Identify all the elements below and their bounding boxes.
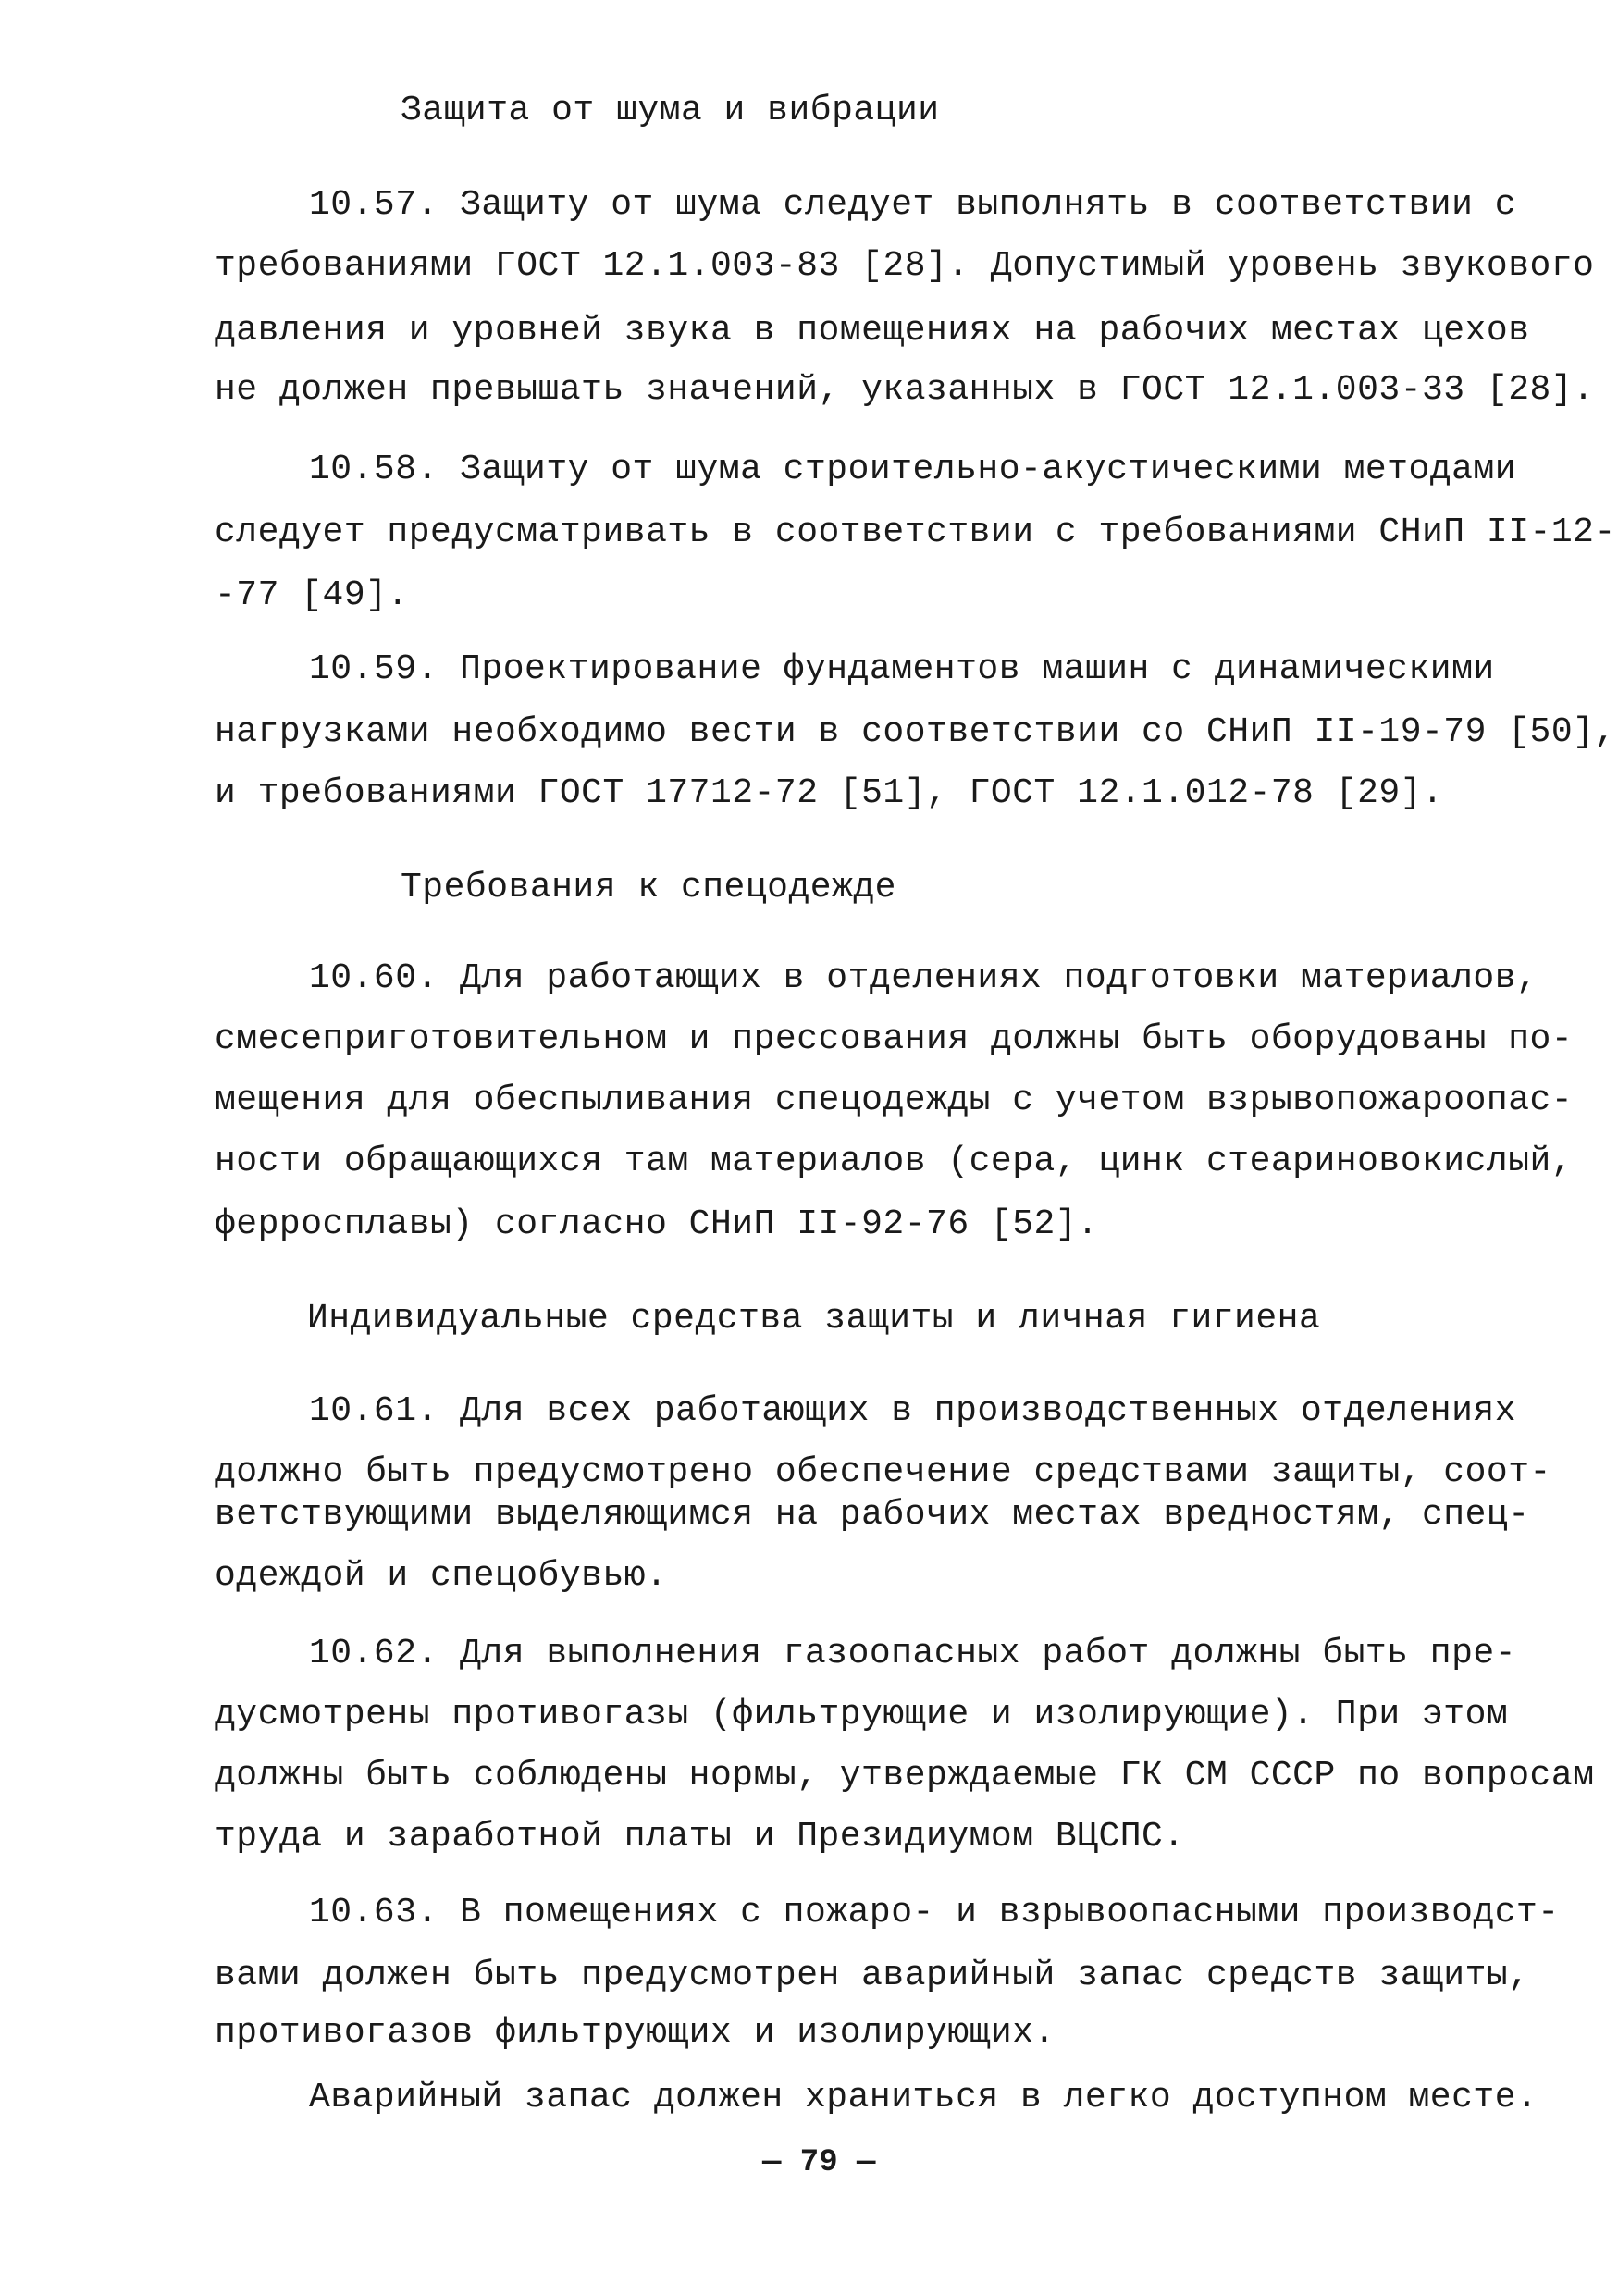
paragraph-10-58-line-3: -77 [49]. [215,575,409,615]
paragraph-10-61-line-2: должно быть предусмотрено обеспечение средствами защиты, соот- [215,1452,1551,1492]
paragraph-10-62-line-2: дусмотрены противогазы (фильтрующие и изолирующие). При этом [215,1695,1509,1734]
paragraph-10-63-line-2: вами должен быть предусмотрен аварийный запас средств защиты, [215,1956,1530,1995]
section-heading-noise-protection: Защита от шума и вибрации [401,91,940,130]
paragraph-10-59-line-2: нагрузками необходимо вести в соответствии со СНиП II-19-79 [50], [215,712,1616,752]
section-heading-special-clothing: Требования к спецодежде [401,868,896,907]
paragraph-10-62-line-4: труда и заработной платы и Президиумом ВЦСПС. [215,1817,1185,1857]
paragraph-10-61-line-1: 10.61. Для всех работающих в производственных отделениях [309,1391,1517,1431]
paragraph-10-59-line-3: и требованиями ГОСТ 17712-72 [51], ГОСТ 12.1.012-78 [29]. [215,773,1444,813]
paragraph-10-62-line-1: 10.62. Для выполнения газоопасных работ должны быть пре- [309,1634,1517,1673]
paragraph-10-58-line-2: следует предусматривать в соответствии с требованиями СНиП II-12- [215,512,1616,552]
paragraph-10-58-line-1: 10.58. Защиту от шума строительно-акустическими методами [309,450,1517,489]
paragraph-10-57-line-1: 10.57. Защиту от шума следует выполнять в соответствии с [309,185,1517,225]
paragraph-10-60-line-2: смесеприготовительном и прессования должны быть оборудованы по- [215,1019,1574,1059]
section-heading-personal-protection: Индивидуальные средства защиты и личная гигиена [307,1299,1321,1339]
paragraph-10-57-line-2: требованиями ГОСТ 12.1.003-83 [28]. Допустимый уровень звукового [215,246,1595,286]
paragraph-10-57-line-3: давления и уровней звука в помещениях на рабочих местах цехов [215,311,1530,351]
paragraph-10-60-line-5: ферросплавы) согласно СНиП II-92-76 [52]. [215,1204,1099,1244]
paragraph-10-60-line-4: ности обращающихся там материалов (сера, цинк стеариновокислый, [215,1142,1574,1181]
paragraph-10-60-line-3: мещения для обеспыливания спецодежды с учетом взрывопожароопас- [215,1080,1574,1120]
paragraph-10-61-line-3: ветствующими выделяющимся на рабочих местах вредностям, спец- [215,1495,1530,1535]
paragraph-emergency-stock: Аварийный запас должен храниться в легко доступном месте. [309,2078,1538,2117]
paragraph-10-60-line-1: 10.60. Для работающих в отделениях подготовки материалов, [309,958,1538,998]
paragraph-10-62-line-3: должны быть соблюдены нормы, утверждаемые ГК СМ СССР по вопросам [215,1756,1595,1796]
paragraph-10-57-line-4: не должен превышать значений, указанных в ГОСТ 12.1.003-33 [28]. [215,370,1595,410]
paragraph-10-59-line-1: 10.59. Проектирование фундаментов машин с динамическими [309,649,1495,689]
paragraph-10-63-line-1: 10.63. В помещениях с пожаро- и взрывоопасными производст- [309,1893,1560,1932]
page-number: — 79 — [762,2145,876,2180]
paragraph-10-63-line-3: противогазов фильтрующих и изолирующих. [215,2013,1056,2053]
paragraph-10-61-line-4: одеждой и спецобувью. [215,1556,668,1596]
